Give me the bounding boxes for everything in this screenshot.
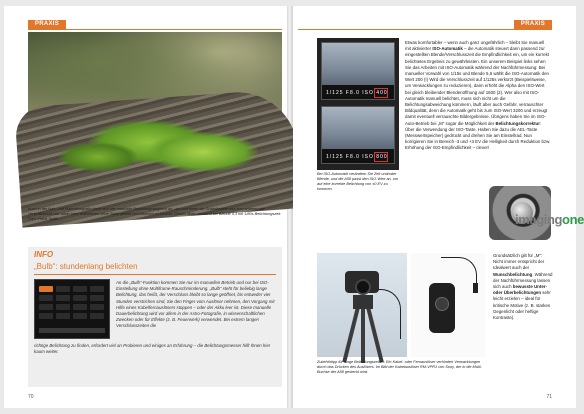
side-text: Grundsätzlich gilt für „M“: Nicht immer entspricht der Idealwert auch der Wunschbelichtung. Während der Nachführmessung lassen sich auch bewusste Unter- oder Überbelichtungen sehr leicht erzielen – ideal für kritische Motive (z. B. starkes Gegenlicht oder heftige Kontraste). xyxy=(493,253,553,321)
lcd-readout: 1/125 F8.0 ISO 800 xyxy=(326,154,388,160)
page-number: 71 xyxy=(546,394,552,400)
info-label: INFO xyxy=(34,250,54,259)
lcd-screen-2 xyxy=(321,106,395,164)
iso-auto-lcd-screenshots xyxy=(317,38,399,170)
info-text-continued: richtige Belichtung zu finden, erfordert viel an Probieren und einiges an Erfahrung – die Belichtungsmesser hilft Ihnen hier kaum weiter. xyxy=(34,343,271,355)
term-belichtungskorrektur: Belichtungskorrektur xyxy=(495,120,540,126)
tripod-camera-photo xyxy=(317,253,407,357)
moss-photo-caption: Auch in der Nah- und Makrofotografie bleibt sich der manuelle Belichtungsabgleich an, um vom einen die Schärfentiefe und zum anderen die Verschlusszeit hier allein beim Aufnahmen ohne Stativ gezielt beeinflussen zu können. Dieses Motiv entstand bei Blende 5,3 mit 1/80s Belichtungszeit. Foto: Frank Späth xyxy=(28,207,282,221)
lcd-readout: 1/125 F8.0 ISO 400 xyxy=(326,90,388,96)
moss-photo xyxy=(28,32,282,204)
lcd-caption: Bei ISO-Automatik verändern Sie Zeit und/oder Blende, und die A58 passt den ISO-Wert an, um auf eine korrekte Belichtung von ±0 EV zu kommen. xyxy=(317,172,399,191)
info-title: „Bulb“: stundenlang belichten xyxy=(34,262,138,271)
term-unter-ueberbelichtung: bewusste Unter- oder Überbelichtungen xyxy=(493,284,547,296)
lcd-screen-1 xyxy=(321,42,395,100)
body-text: Etwas komfortabler – wenn auch ganz ungefährlich – bleibt Sie manuell mit aktivierter ISO-Automatik – die Automatik steuert dann passend zur eingestellten Blende/Verschlusszeit die Empfindlichkeit ein, um ein korrekt belichtetes Ergebnis zu gewährleisten. Ein unserem Beispiel links sehen Sie das Arbeiten mit ISO-Automatik während der Nachführmessung: Bei manueller Vorwahl von 1/15s und Blende 5,6 wählt die ISO-Automatik den Wert 200 (!) Wird die Verschlusszeit auf 1/125s verkürzt (Beispielsweise, um Verwacklungen zu reduzieren), dann erhöht die Alpha den ISO-Wert bei gleich bleibender Blendenöffnung auf 1600 (2). Wer also mit ISO-Automatik manuell belichtet, muss sich nicht um die Belichtungsabweichung kümmern, läuft aber auch Gefahr, verrauschter Bildqualität, denn die Automatik geht bis zum ISO-Wert 3200 und erzeugt damit eventuell verrauschte Bildergebnisse. Übrigens haben Sie im ISO-Auto-Betrieb bei „M“ sogar die Möglichkeit der Belichtungskorrektur: Über die Verwendung der ISO-Taste. Halten Sie dazu die AEL-Taste (Messwertspeicher) gedrückt und drehen Sie am Einstellrad. Nun korrigieren Sie in Bereich -3 und +3 EV die Helligkeit durch Reduktion bzw. Erhöhung der ISO-Empfindlichkeit – clever! xyxy=(405,40,551,151)
page-number: 70 xyxy=(28,394,34,400)
left-page xyxy=(4,6,287,408)
camera-menu-screenshot xyxy=(34,279,110,339)
tripod-caption: Zubehörtipp für lange Belichtungszeiten: Ein Kabel- oder Fernauslöser verhindert Verwacklungen durch das Drücken des Auslösers. Im Bild der Kabelauslöser RM-VPR1 von Sony, der in die Multi-Buchse der A58 gesteckt wird. xyxy=(317,360,482,374)
right-page xyxy=(293,6,584,408)
header-rule xyxy=(298,29,552,30)
info-text: An die „Bulb“-Funktion kommen Sie nur im manuellen Betrieb und nur bei ISO-Einstellung ohne Multiframe-Rauschminderung. „Bulb“ steht für beliebig lange Belichtung, das heißt, der Verschluss bleibt so lange geöffnet, bis entweder vier Stunden verstrichen sind, Sie den Finger vom Auslöser nehmen, den Vorgang mit Hilfe eines Kabelfernauslösers stoppen – oder der Akku leer ist. Diese manuelle Dauerbelichtung wird vor allem in der Astro-Fotografie, in wissenschaftlichen Zwecken oder für Effekte (z. B. Feuerwerk) verwendet. Bei extrem langen Verschlusszeiten die xyxy=(116,280,275,329)
term-wunschbelichtung: Wunschbelichtung xyxy=(493,271,533,277)
info-rule xyxy=(34,274,276,275)
section-tag: PRAXIS xyxy=(28,20,66,29)
header-rule xyxy=(28,29,282,30)
term-iso-automatik: ISO-Automatik xyxy=(432,46,463,52)
info-box xyxy=(28,247,282,387)
watermark-logo: imagingone xyxy=(515,212,584,227)
cable-remote-photo xyxy=(411,253,485,357)
section-tag: PRAXIS xyxy=(514,20,552,29)
